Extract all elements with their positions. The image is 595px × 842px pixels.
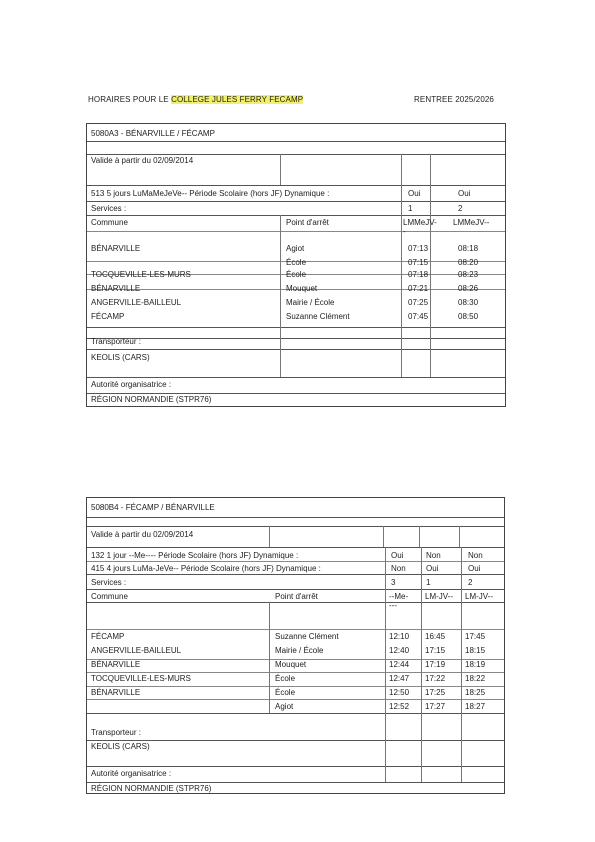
line-title: 5080A3 - BÉNARVILLE / FÉCAMP — [91, 129, 215, 138]
stop-commune: ANGERVILLE-BAILLEUL — [91, 646, 182, 655]
period-label: 132 1 jour --Me---- Période Scolaire (hors JF) Dynamique : — [91, 551, 299, 560]
stop-commune: ANGERVILLE-BAILLEUL — [91, 298, 182, 307]
departure-time: 12:52 — [389, 702, 410, 711]
period-value: Oui — [426, 564, 439, 573]
stop-name: Mairie / École — [286, 298, 335, 307]
departure-time: 07:13 — [408, 244, 429, 253]
stop-name: Suzanne Clément — [286, 312, 350, 321]
period-value: Oui — [468, 564, 481, 573]
carrier-name: KEOLIS (CARS) — [91, 742, 150, 751]
column-header-commune: Commune — [91, 218, 128, 227]
departure-time: 17:22 — [425, 674, 446, 683]
services-label: Services : — [91, 204, 127, 213]
document-header — [88, 95, 303, 104]
period-value: Non — [426, 551, 441, 560]
period-label: 415 4 jours LuMa-JeVe-- Période Scolaire (hors JF) Dynamique : — [91, 564, 321, 573]
departure-time: 12:44 — [389, 660, 410, 669]
departure-time: 08:26 — [458, 284, 479, 293]
departure-time: 08:20 — [458, 258, 479, 267]
validity-date: Valide à partir du 02/09/2014 — [91, 530, 194, 539]
departure-time: 07:21 — [408, 284, 429, 293]
day-code: LMMeJV-- — [453, 218, 490, 227]
departure-time: 17:27 — [425, 702, 446, 711]
service-number: 1 — [408, 204, 413, 213]
column-header-commune: Commune — [91, 592, 128, 601]
header-prefix: HORAIRES POUR LE — [88, 95, 172, 104]
line-title: 5080B4 - FÉCAMP / BÉNARVILLE — [91, 503, 215, 512]
stop-commune: TOCQUEVILLE-LES-MURS — [91, 674, 191, 683]
departure-time: 07:18 — [408, 270, 429, 279]
departure-time: 18:27 — [465, 702, 486, 711]
authority-name: RÉGION NORMANDIE (STPR76) — [91, 784, 212, 793]
carrier-label: Transporteur : — [91, 728, 141, 737]
day-code: LM-JV-- — [465, 592, 493, 601]
timetable-sheet-5080a3 — [86, 123, 506, 407]
service-number: 3 — [391, 578, 396, 587]
period-value-service-1: Oui — [408, 189, 421, 198]
period-value: Non — [391, 564, 406, 573]
departure-time: 17:45 — [465, 632, 486, 641]
services-label: Services : — [91, 578, 127, 587]
period-value-service-2: Oui — [458, 189, 471, 198]
service-number: 2 — [458, 204, 463, 213]
departure-time: 12:47 — [389, 674, 410, 683]
stop-name: Suzanne Clément — [275, 632, 339, 641]
college-name-highlight: COLLEGE JULES FERRY FECAMP — [171, 95, 304, 104]
stop-commune: BÉNARVILLE — [91, 688, 141, 697]
departure-time: 18:22 — [465, 674, 486, 683]
timetable-sheet-5080b4 — [86, 497, 505, 794]
stop-name: Mairie / École — [275, 646, 324, 655]
day-code: LMMeJV- - — [403, 218, 437, 236]
departure-time: 12:40 — [389, 646, 410, 655]
stop-name: École — [275, 674, 296, 683]
stop-commune: BÉNARVILLE — [91, 660, 141, 669]
departure-time: 17:19 — [425, 660, 446, 669]
column-header-stop: Point d'arrêt — [286, 218, 329, 227]
column-header-stop: Point d'arrêt — [275, 592, 318, 601]
departure-time: 18:25 — [465, 688, 486, 697]
stop-name: Agiot — [286, 244, 305, 253]
stop-commune: FÉCAMP — [91, 632, 125, 641]
departure-time: 18:15 — [465, 646, 486, 655]
departure-time: 12:10 — [389, 632, 410, 641]
departure-time: 16:45 — [425, 632, 446, 641]
departure-time: 08:23 — [458, 270, 479, 279]
departure-time: 18:19 — [465, 660, 486, 669]
departure-time: 17:15 — [425, 646, 446, 655]
stop-commune: BÉNARVILLE — [91, 244, 141, 253]
day-code: LM-JV-- — [425, 592, 453, 601]
period-label: 513 5 jours LuMaMeJeVe-- Période Scolaire (hors JF) Dynamique : — [91, 189, 330, 198]
period-value: Oui — [391, 551, 404, 560]
departure-time: 07:15 — [408, 258, 429, 267]
departure-time: 07:45 — [408, 312, 429, 321]
period-value: Non — [468, 551, 483, 560]
carrier-name: KEOLIS (CARS) — [91, 353, 150, 362]
departure-time: 07:25 — [408, 298, 429, 307]
validity-date: Valide à partir du 02/09/2014 — [91, 156, 194, 165]
service-number: 2 — [468, 578, 473, 587]
departure-time: 08:30 — [458, 298, 479, 307]
stop-name: École — [275, 688, 296, 697]
service-number: 1 — [426, 578, 431, 587]
school-year-label: RENTREE 2025/2026 — [414, 95, 494, 104]
stop-name: École — [286, 258, 307, 267]
carrier-label: Transporteur : — [91, 337, 141, 346]
day-code: --Me- --- — [389, 592, 409, 610]
departure-time: 12:50 — [389, 688, 410, 697]
stop-commune: FÉCAMP — [91, 312, 125, 321]
authority-label: Autorité organisatrice : — [91, 769, 172, 778]
stop-commune: BÉNARVILLE — [91, 284, 141, 293]
stop-name: Mouquet — [275, 660, 307, 669]
departure-time: 08:18 — [458, 244, 479, 253]
departure-time: 08:50 — [458, 312, 479, 321]
authority-label: Autorité organisatrice : — [91, 380, 172, 389]
stop-commune: TOCQUEVILLE-LES-MURS — [91, 270, 191, 279]
stop-name: École — [286, 270, 307, 279]
authority-name: RÉGION NORMANDIE (STPR76) — [91, 395, 212, 404]
stop-name: Agiot — [275, 702, 294, 711]
stop-name: Mouquet — [286, 284, 318, 293]
departure-time: 17:25 — [425, 688, 446, 697]
